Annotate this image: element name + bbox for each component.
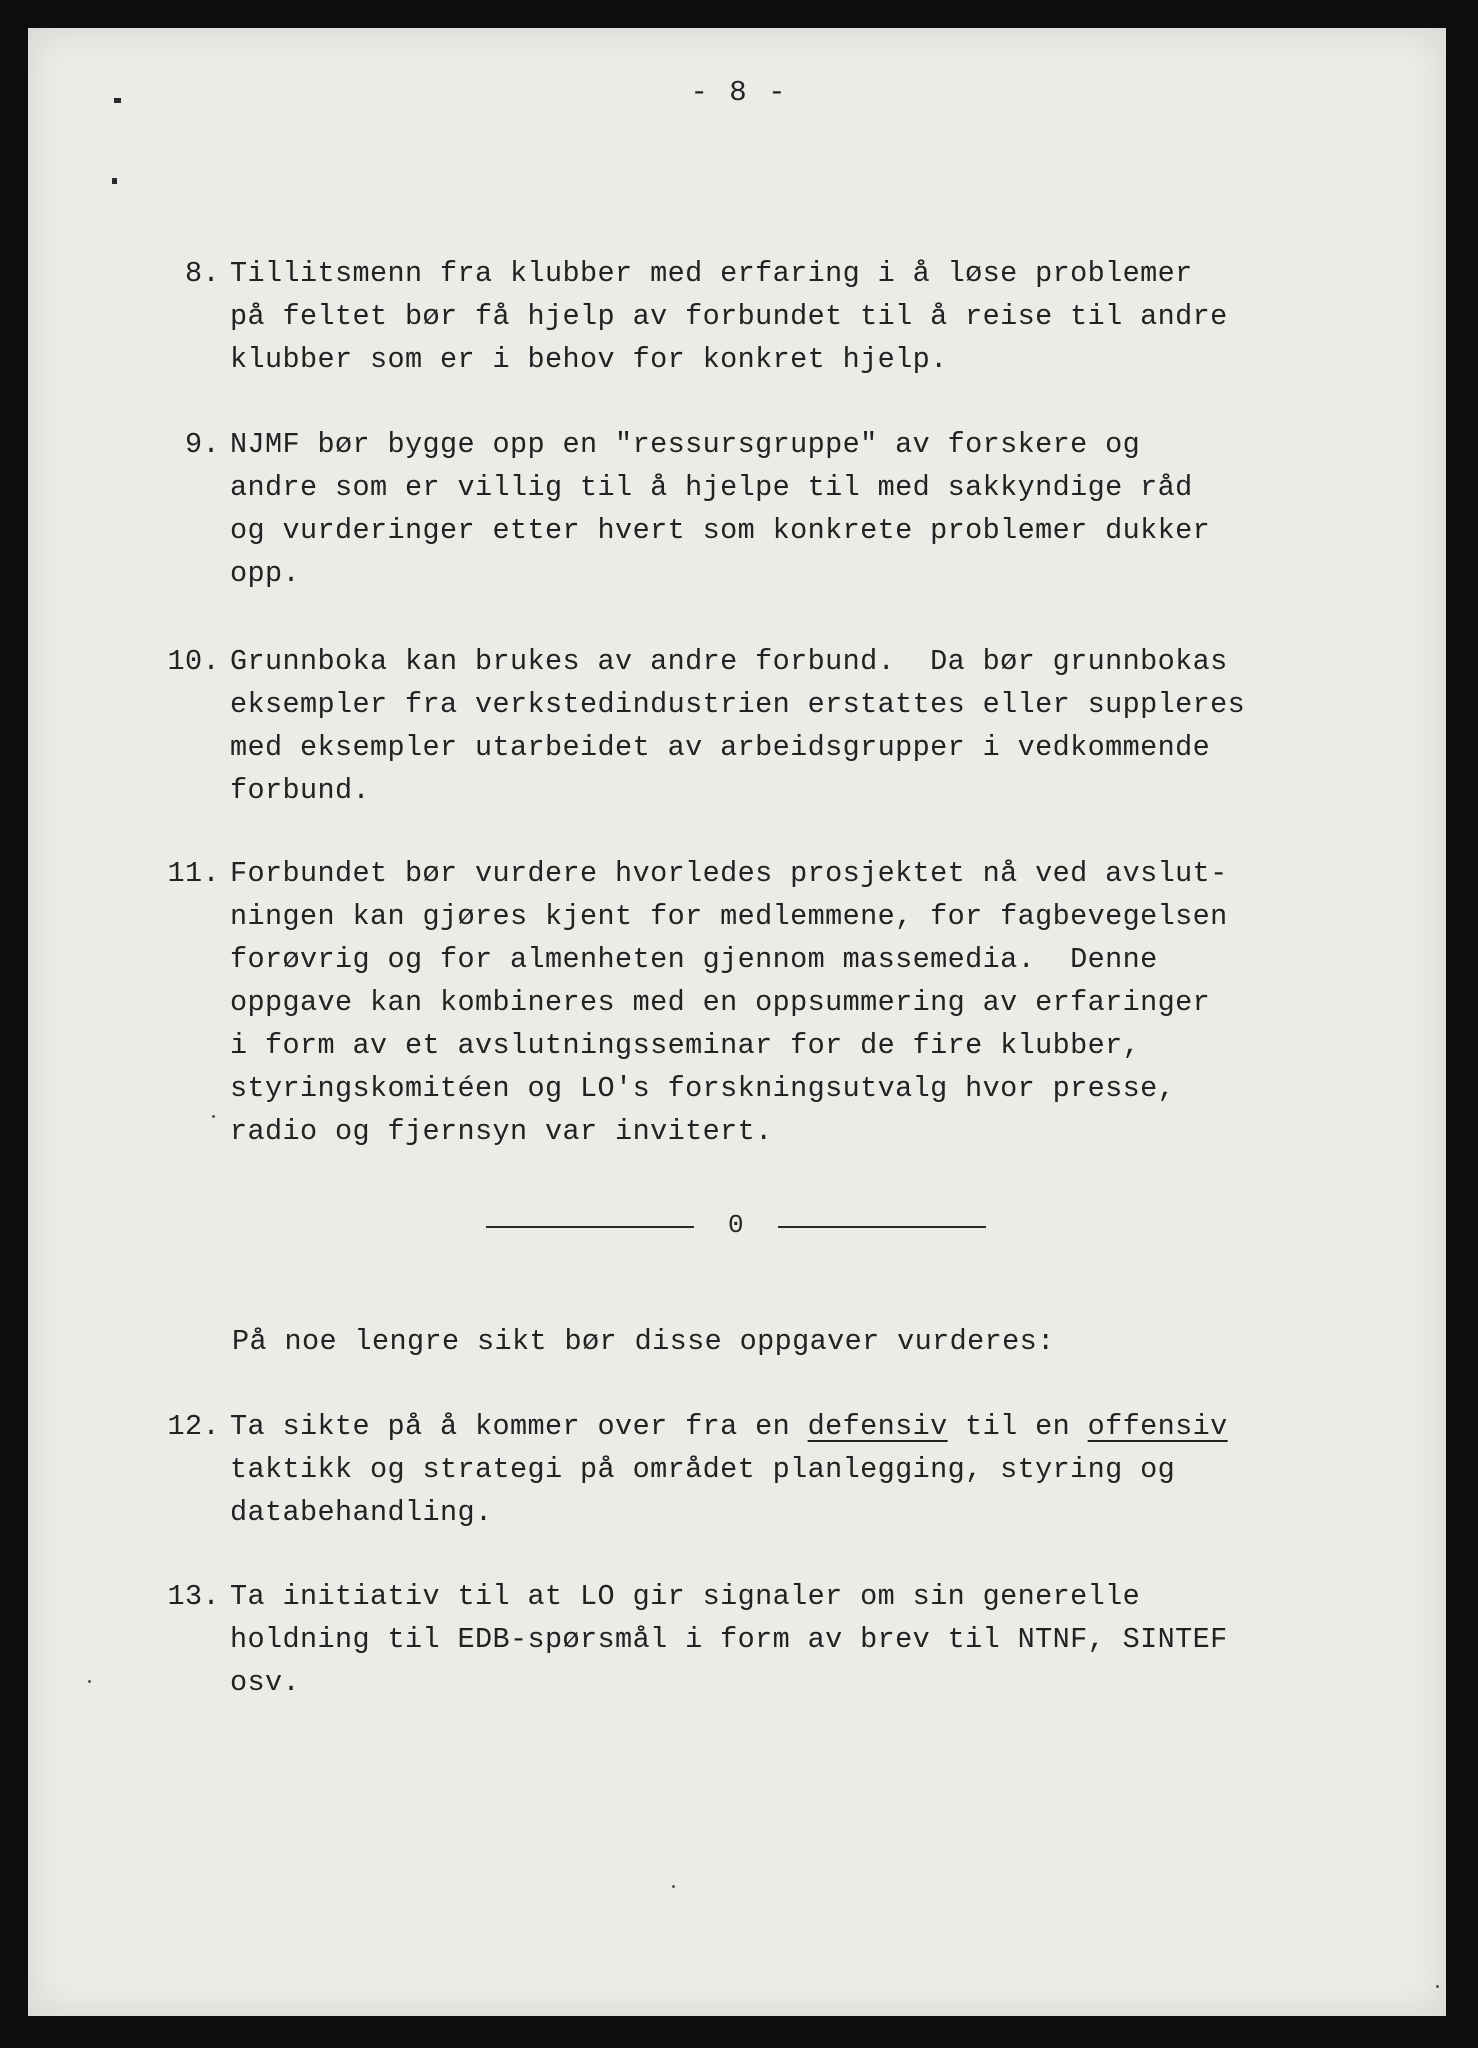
item-text-line: andre som er villig til å hjelpe til med sakkyndige råd	[230, 471, 1193, 504]
item-text-line: osv.	[230, 1666, 301, 1699]
item-text-line: eksempler fra verkstedindustrien erstattes eller suppleres	[230, 688, 1246, 721]
separator-mark: 0	[728, 1210, 744, 1240]
underlined-word: offensiv	[1087, 1410, 1228, 1443]
item-text-line: Tillitsmenn fra klubber med erfaring i å løse problemer	[230, 257, 1193, 290]
item-text-line: styringskomitéen og LO's forskningsutvalg hvor presse,	[230, 1072, 1176, 1105]
intro-sentence: På noe lengre sikt bør disse oppgaver vurderes:	[232, 1325, 1055, 1358]
scan-speck	[672, 1885, 675, 1888]
item-text-line: holdning til EDB-spørsmål i form av brev til NTNF, SINTEF	[230, 1623, 1228, 1656]
item-text-line: Ta initiativ til at LO gir signaler om sin generelle	[230, 1580, 1141, 1613]
item-text-line: Grunnboka kan brukes av andre forbund. Da bør grunnbokas	[230, 645, 1228, 678]
item-number: 10.	[167, 645, 220, 678]
list-item-12	[167, 1405, 1330, 1534]
separator-rule-left	[486, 1226, 694, 1228]
list-item-8	[184, 252, 1330, 381]
item-number: 11.	[167, 857, 220, 890]
item-text-line: databehandling.	[230, 1496, 493, 1529]
item-number: 12.	[167, 1410, 220, 1443]
separator-rule-right	[778, 1226, 986, 1228]
item-text-line: med eksempler utarbeidet av arbeidsgrupper i vedkommende	[230, 731, 1211, 764]
item-text-fragment: til en	[947, 1410, 1088, 1443]
item-text-line: Forbundet bør vurdere hvorledes prosjektet nå ved avslut-	[230, 857, 1228, 890]
item-text-line: ningen kan gjøres kjent for medlemmene, for fagbevegelsen	[230, 900, 1228, 933]
underlined-word: defensiv	[807, 1410, 948, 1443]
punch-mark-lower	[112, 178, 117, 184]
item-number: 9.	[184, 428, 220, 461]
scan-speck	[88, 1680, 91, 1683]
item-text-line: oppgave kan kombineres med en oppsummering av erfaringer	[230, 986, 1211, 1019]
item-text-line: på feltet bør få hjelp av forbundet til å reise til andre	[230, 300, 1228, 333]
item-text-line: og vurderinger etter hvert som konkrete problemer dukker	[230, 514, 1211, 547]
item-number: 13.	[167, 1580, 220, 1613]
list-item-13	[167, 1575, 1330, 1704]
item-text-line: i form av et avslutningsseminar for de fire klubber,	[230, 1029, 1141, 1062]
item-text-line: taktikk og strategi på området planlegging, styring og	[230, 1453, 1176, 1486]
list-item-9	[184, 423, 1330, 595]
page-number: - 8 -	[690, 76, 788, 109]
list-item-10	[167, 640, 1330, 812]
item-text-line: forøvrig og for almenheten gjennom massemedia. Denne	[230, 943, 1158, 976]
list-item-11	[167, 852, 1330, 1153]
scan-speck	[1436, 1985, 1439, 1988]
item-text-line: klubber som er i behov for konkret hjelp.	[230, 343, 948, 376]
item-text-line: radio og fjernsyn var invitert.	[230, 1115, 773, 1148]
item-text-line: forbund.	[230, 774, 371, 807]
item-text-line: NJMF bør bygge opp en "ressursgruppe" av forskere og	[230, 428, 1141, 461]
item-text-line: opp.	[230, 557, 301, 590]
item-number: 8.	[184, 257, 220, 290]
scan-speck	[212, 1115, 215, 1118]
item-text-fragment: Ta sikte på å kommer over fra en	[230, 1410, 808, 1443]
item-text-line	[230, 1405, 1330, 1448]
